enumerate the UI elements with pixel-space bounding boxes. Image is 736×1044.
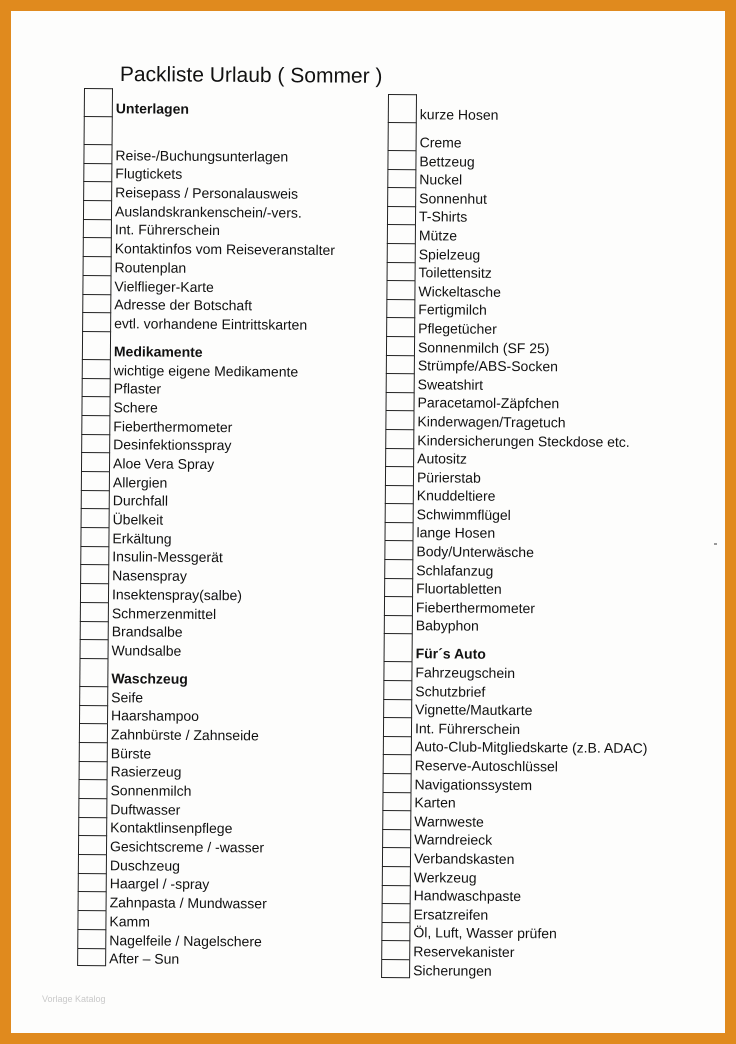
checklist-row — [387, 206, 687, 227]
section-heading: Unterlagen — [115, 100, 190, 117]
checklist-row — [385, 410, 685, 431]
checklist-row — [386, 280, 686, 301]
checklist-row — [83, 144, 383, 165]
checklist-item-label: Öl, Luft, Wasser prüfen — [413, 924, 557, 942]
checkbox[interactable] — [82, 378, 111, 397]
checkbox[interactable] — [79, 705, 108, 724]
checklist-row — [78, 873, 378, 894]
checklist-row — [80, 583, 380, 604]
checkbox[interactable] — [385, 410, 414, 429]
checkbox[interactable] — [82, 293, 111, 312]
checklist-row — [383, 699, 683, 720]
checklist-row — [81, 490, 381, 511]
checkbox[interactable] — [383, 773, 412, 792]
checklist-row — [79, 686, 379, 707]
checklist-row — [78, 835, 378, 856]
checkbox[interactable] — [386, 373, 415, 392]
checklist-row — [78, 817, 378, 838]
checklist-row — [384, 559, 684, 580]
checklist-row — [381, 959, 681, 980]
checkbox[interactable] — [83, 163, 112, 182]
checkbox[interactable] — [384, 578, 413, 597]
checkbox[interactable] — [78, 873, 107, 892]
checkbox[interactable] — [77, 910, 106, 929]
checklist-row — [81, 434, 381, 455]
checklist-item-label: Nasenspray — [112, 567, 187, 584]
checkbox[interactable] — [83, 181, 112, 200]
checklist-item-label: Bürste — [110, 744, 152, 762]
checklist-row — [83, 163, 383, 184]
watermark: Vorlage Katalog — [42, 994, 106, 1004]
checkbox[interactable] — [387, 150, 416, 169]
checkbox[interactable] — [386, 299, 415, 318]
checklist-row — [81, 471, 381, 492]
checklist-item-label: Babyphon — [415, 617, 479, 635]
section-heading: Für´s Auto — [415, 645, 486, 663]
checklist-row — [387, 169, 687, 190]
checkbox[interactable] — [384, 596, 413, 615]
checkbox[interactable] — [80, 602, 109, 621]
checklist-row — [387, 150, 687, 171]
checklist-item-label: Insulin-Messgerät — [112, 548, 223, 566]
checklist-item-label: Int. Führerschein — [114, 221, 221, 239]
checklist-row — [83, 219, 383, 240]
checklist-row — [386, 336, 686, 357]
checklist-row — [78, 798, 378, 819]
checklist-row — [387, 262, 687, 283]
checklist-row — [388, 122, 688, 152]
checklist-item-label: Gesichtscreme / -wasser — [109, 838, 265, 856]
checklist-item-label: Durchfall — [112, 492, 169, 510]
checkbox[interactable] — [384, 522, 413, 541]
checkbox[interactable] — [78, 798, 107, 817]
checkbox[interactable] — [79, 761, 108, 780]
checklist-row — [81, 508, 381, 529]
checkbox[interactable] — [386, 317, 415, 336]
checkbox[interactable] — [80, 620, 109, 639]
checkbox[interactable] — [383, 717, 412, 736]
checkbox[interactable] — [388, 122, 417, 150]
checklist-item-label: Fieberthermometer — [415, 599, 536, 617]
checklist-item-label: Mütze — [418, 227, 458, 244]
checklist-item-label: Schere — [113, 399, 158, 416]
checklist-item-label: Seife — [111, 688, 144, 706]
checkbox[interactable] — [383, 699, 412, 718]
checkbox[interactable] — [381, 903, 410, 922]
checkbox[interactable] — [83, 219, 112, 238]
checklist-item-label: Handwaschpaste — [413, 887, 522, 905]
checklist-item-label: Kindersicherungen Steckdose etc. — [417, 431, 630, 450]
checklist-item-label: Fertigmilch — [418, 301, 487, 319]
section-heading-row — [384, 633, 684, 663]
checkbox[interactable] — [384, 633, 413, 661]
checklist-row — [80, 564, 380, 585]
checklist-row — [385, 447, 685, 468]
checklist-item-label: Sicherungen — [413, 961, 492, 979]
checklist-row — [83, 200, 383, 221]
checklist-row — [383, 754, 683, 775]
checkbox[interactable] — [78, 835, 107, 854]
checklist-row — [79, 723, 379, 744]
checkbox[interactable] — [82, 312, 111, 331]
checklist-item-label: Karten — [414, 794, 456, 811]
checklist-item-label: Schlafanzug — [416, 561, 494, 579]
checklist-item-label: Insektenspray(salbe) — [111, 586, 243, 604]
checklist-item-label: Fieberthermometer — [113, 417, 233, 435]
checkbox[interactable] — [80, 546, 109, 565]
checklist-item-label: Vielflieger-Karte — [114, 277, 214, 295]
checklist-row — [80, 546, 380, 567]
checklist-row — [384, 596, 684, 617]
checklist-row — [383, 661, 683, 682]
checkbox[interactable] — [382, 866, 411, 885]
checklist-item-label: Reise-/Buchungsunterlagen — [115, 146, 289, 165]
checklist-item-label: Zahnbürste / Zahnseide — [110, 726, 259, 744]
left-checklist-column — [77, 88, 384, 969]
checklist-row — [80, 527, 380, 548]
checklist-item-label: Schutzbrief — [415, 682, 486, 700]
checklist-row — [387, 187, 687, 208]
checkbox[interactable] — [83, 256, 112, 275]
checklist-item-label: Vignette/Mautkarte — [415, 701, 533, 719]
checklist-row — [385, 429, 685, 450]
checklist-item-label: Reserve-Autoschlüssel — [414, 757, 558, 775]
checklist-row — [384, 522, 684, 543]
checklist-row — [80, 602, 380, 623]
checklist-item-label: Kinderwagen/Tragetuch — [417, 413, 566, 431]
checkbox[interactable] — [382, 885, 411, 904]
checklist-row — [387, 224, 687, 245]
checkbox[interactable] — [385, 503, 414, 522]
checklist-item-label: Navigationssystem — [414, 775, 533, 793]
checkbox[interactable] — [387, 243, 416, 262]
checkbox[interactable] — [382, 829, 411, 848]
checklist-row — [80, 620, 380, 641]
checklist-row — [77, 929, 377, 950]
checklist-item-label: Pflaster — [113, 380, 162, 397]
checkbox[interactable] — [80, 639, 109, 658]
checklist-item-label: Allergien — [112, 473, 168, 491]
checklist-item-label: Duftwasser — [110, 800, 181, 818]
checklist-item-label: Schmerzenmittel — [111, 604, 217, 622]
checklist-row — [79, 705, 379, 726]
checklist-item-label: Reisepass / Personalausweis — [115, 184, 299, 202]
checklist-item-label: Zahnpasta / Mundwasser — [109, 894, 267, 912]
checkbox[interactable] — [81, 471, 110, 490]
checklist-row — [384, 615, 684, 636]
checklist-item-label: Pflegetücher — [418, 320, 497, 337]
checkbox[interactable] — [383, 736, 412, 755]
checklist-row — [80, 639, 380, 660]
checklist-row — [385, 485, 685, 506]
checkbox[interactable] — [78, 817, 107, 836]
checkbox[interactable] — [388, 94, 417, 122]
checkbox[interactable] — [84, 88, 113, 116]
checkbox[interactable] — [84, 116, 113, 144]
checkbox[interactable] — [80, 564, 109, 583]
checkbox[interactable] — [82, 359, 111, 378]
checklist-item-label: Warnweste — [414, 813, 484, 830]
checklist-item-label: Kontaktlinsenpflege — [110, 819, 233, 837]
checklist-row — [83, 256, 383, 277]
checklist-row — [385, 466, 685, 487]
checklist-row — [82, 312, 382, 333]
checkbox[interactable] — [81, 452, 110, 471]
section-heading-row — [79, 658, 379, 688]
document-page — [11, 11, 725, 1033]
checklist-item-label: Ersatzreifen — [413, 905, 489, 923]
checklist-item-label: Kontaktinfos vom Reiseveranstalter — [114, 240, 336, 259]
checklist-item-label: Body/Unterwäsche — [416, 543, 534, 561]
checklist-item-label: Int. Führerschein — [414, 720, 521, 737]
right-checklist-column — [381, 94, 688, 980]
checkbox[interactable] — [383, 754, 412, 773]
checkbox[interactable] — [385, 466, 414, 485]
checklist-item-label: Duschzeug — [109, 856, 181, 874]
checkbox[interactable] — [382, 792, 411, 811]
checkbox[interactable] — [82, 275, 111, 294]
checklist-row — [381, 922, 681, 943]
section-heading: Waschzeug — [111, 670, 188, 687]
checkbox[interactable] — [78, 779, 107, 798]
checklist-row — [84, 116, 384, 146]
checklist-item-label: Fahrzeugschein — [415, 664, 516, 682]
checklist-row — [383, 736, 683, 757]
checkbox[interactable] — [80, 583, 109, 602]
checklist-row — [83, 237, 383, 258]
checklist-item-label: Desinfektionsspray — [113, 436, 232, 454]
checkbox[interactable] — [79, 742, 108, 761]
checklist-row — [83, 181, 383, 202]
checklist-row — [81, 452, 381, 473]
checklist-item-label: lange Hosen — [416, 524, 496, 542]
checklist-item-label: wichtige eigene Medikamente — [113, 361, 299, 380]
checklist-item-label: Fluortabletten — [416, 580, 502, 598]
checkbox[interactable] — [83, 237, 112, 256]
checklist-item-label: Sweatshirt — [417, 375, 484, 393]
checklist-row — [81, 396, 381, 417]
checkbox[interactable] — [384, 559, 413, 578]
checklist-item-label: Rasierzeug — [110, 763, 182, 781]
checklist-item-label: Nuckel — [419, 171, 463, 188]
checklist-row — [78, 891, 378, 912]
checkbox[interactable] — [77, 929, 106, 948]
checklist-item-label: Paracetamol-Zäpfchen — [417, 394, 560, 412]
checklist-item-label: Werkzeug — [413, 868, 477, 886]
checkbox[interactable] — [81, 396, 110, 415]
checkbox[interactable] — [381, 922, 410, 941]
checkbox[interactable] — [78, 891, 107, 910]
checklist-item-label: Wickeltasche — [418, 282, 501, 300]
checklist-row — [386, 317, 686, 338]
checklist-row — [384, 578, 684, 599]
checklist-row — [81, 415, 381, 436]
checklist-row — [386, 355, 686, 376]
checklist-item-label: Creme — [419, 134, 462, 151]
checklist-row — [383, 773, 683, 794]
checklist-item-label: Sonnenhut — [419, 190, 487, 207]
checkbox[interactable] — [80, 527, 109, 546]
checkbox[interactable] — [382, 810, 411, 829]
checklist-row — [82, 275, 382, 296]
checklist-row — [381, 903, 681, 924]
checklist-row — [387, 243, 687, 264]
checklist-row — [82, 378, 382, 399]
checkbox[interactable] — [386, 392, 415, 411]
checkbox[interactable] — [79, 686, 108, 705]
checkbox[interactable] — [79, 723, 108, 742]
checklist-item-label: Haarshampoo — [111, 707, 200, 725]
checkbox[interactable] — [82, 331, 111, 359]
checkbox[interactable] — [384, 540, 413, 559]
checkbox[interactable] — [383, 680, 412, 699]
checklist-item-label: Spielzeug — [418, 245, 481, 263]
checklist-row — [385, 503, 685, 524]
checklist-item-label: Auslandskrankenschein/-vers. — [114, 202, 302, 221]
checkbox[interactable] — [381, 940, 410, 959]
checklist-item-label: Toilettensitz — [418, 264, 492, 281]
checkbox[interactable] — [81, 434, 110, 453]
checkbox[interactable] — [387, 262, 416, 281]
checklist-item-label: Haargel / -spray — [109, 875, 210, 893]
checklist-row — [382, 847, 682, 868]
checkbox[interactable] — [386, 280, 415, 299]
checklist-item-label: evtl. vorhandene Eintrittskarten — [114, 315, 308, 333]
checklist-row — [382, 792, 682, 813]
checklist-row — [382, 810, 682, 831]
checkbox[interactable] — [81, 490, 110, 509]
checklist-item-label: Nagelfeile / Nagelschere — [109, 931, 262, 949]
scan-speck — [714, 543, 717, 545]
checklist-item-label: Auto-Club-Mitgliedskarte (z.B. ADAC) — [414, 738, 648, 757]
page-title: Packliste Urlaub ( Sommer ) — [119, 63, 383, 88]
checkbox[interactable] — [382, 847, 411, 866]
checklist-item-label: Sonnenmilch (SF 25) — [417, 338, 550, 356]
checklist-item-label: T-Shirts — [418, 208, 468, 226]
checkbox[interactable] — [385, 485, 414, 504]
checklist-item-label: Schwimmflügel — [416, 506, 511, 523]
checkbox[interactable] — [385, 429, 414, 448]
checklist-row — [79, 761, 379, 782]
checklist-item-label: After – Sun — [109, 950, 180, 967]
checklist-item-label: Flugtickets — [115, 165, 183, 183]
checklist-item-label: Autositz — [417, 450, 468, 467]
checklist-row — [82, 293, 382, 314]
checkbox[interactable] — [81, 415, 110, 434]
checkbox[interactable] — [387, 224, 416, 243]
checklist-row — [388, 94, 688, 124]
checklist-row — [77, 910, 377, 931]
checklist-row — [78, 854, 378, 875]
section-heading-row — [84, 88, 384, 118]
checkbox[interactable] — [384, 615, 413, 634]
checklist-item-label: Sonnenmilch — [110, 782, 192, 799]
checkbox[interactable] — [81, 508, 110, 527]
checklist-row — [381, 940, 681, 961]
checklist-item-label: Wundsalbe — [111, 642, 182, 659]
checklist-item-label: Kamm — [109, 913, 150, 930]
checklist-item-label: Pürierstab — [416, 468, 481, 486]
checklist-row — [383, 717, 683, 738]
section-heading: Medikamente — [113, 343, 203, 360]
checklist-row — [82, 359, 382, 380]
checklist-item-label: Aloe Vera Spray — [112, 455, 215, 473]
checkbox[interactable] — [77, 947, 106, 966]
checklist-item-label: Strümpfe/ABS-Socken — [417, 357, 558, 375]
checklist-item-label: kurze Hosen — [419, 106, 499, 123]
checklist-item-label: Reservekanister — [413, 943, 515, 960]
section-heading-row — [82, 331, 382, 361]
checklist-item-label: Knuddeltiere — [416, 487, 496, 505]
checklist-item-label: Adresse der Botschaft — [114, 296, 253, 314]
checklist-row — [78, 779, 378, 800]
checklist-item-label: Warndreieck — [414, 831, 493, 849]
checklist-row — [382, 829, 682, 850]
checklist-row — [77, 947, 377, 968]
checkbox[interactable] — [385, 447, 414, 466]
checkbox[interactable] — [383, 661, 412, 680]
checklist-item-label: Verbandskasten — [413, 850, 515, 867]
checklist-item-label: Bettzeug — [419, 152, 475, 170]
checklist-row — [382, 866, 682, 887]
checkbox[interactable] — [387, 169, 416, 188]
checklist-item-label: Übelkeit — [112, 511, 164, 528]
checkbox[interactable] — [83, 144, 112, 163]
checklist-item-label — [113, 143, 116, 144]
checkbox[interactable] — [381, 959, 410, 978]
checklist-row — [386, 392, 686, 413]
checklist-row — [386, 299, 686, 320]
checklist-item-label: Routenplan — [114, 259, 187, 276]
checkbox[interactable] — [387, 187, 416, 206]
checkbox[interactable] — [83, 200, 112, 219]
checkbox[interactable] — [386, 355, 415, 374]
checkbox[interactable] — [78, 854, 107, 873]
checklist-item-label: Brandsalbe — [111, 623, 183, 640]
checklist-row — [386, 373, 686, 394]
checkbox[interactable] — [387, 206, 416, 225]
checklist-row — [79, 742, 379, 763]
checklist-row — [382, 885, 682, 906]
checklist-item-label: Erkältung — [112, 529, 172, 547]
checklist-row — [383, 680, 683, 701]
checkbox[interactable] — [386, 336, 415, 355]
checkbox[interactable] — [79, 658, 108, 686]
checklist-row — [384, 540, 684, 561]
